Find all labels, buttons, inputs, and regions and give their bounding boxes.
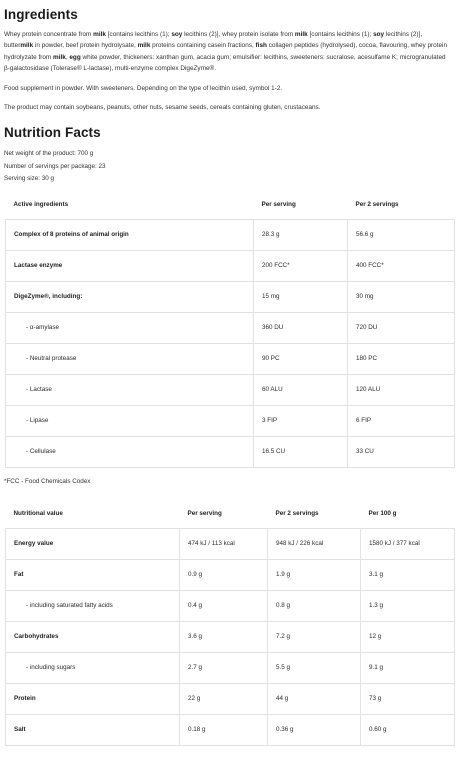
row-label: DigeZyme®, including:: [6, 281, 254, 312]
row-label: Lactase enzyme: [6, 250, 254, 281]
table-row: [6, 559, 455, 590]
allergen-highlight: milk: [294, 31, 308, 38]
ingredient-text-segment: white powder, thickeners: xanthan gum, acacia gum; emulsifier: lecithins, sweeteners: sucralose, acesulfame K; microgranulated β-galactosidase (Tolerase® L-lactase), multi-enzyme complex DigeZyme®.: [4, 53, 446, 73]
ingredient-text-segment: ,: [65, 53, 70, 61]
active-ingredients-table: [5, 190, 455, 468]
table-row: [6, 219, 455, 250]
table-row: [6, 590, 455, 621]
table-row: [6, 652, 455, 683]
row-value-v2: 56.6 g: [348, 219, 455, 250]
row-value-v1: 2.7 g: [180, 652, 268, 683]
row-value-v1: 22 g: [180, 683, 268, 714]
row-value-v2: 400 FCC*: [348, 250, 455, 281]
header-per-serving: Per serving: [254, 190, 348, 220]
row-value-v1: 200 FCC*: [254, 250, 348, 281]
row-label: - α-amylase: [6, 312, 254, 343]
row-value-v2: 30 mg: [348, 281, 455, 312]
header-per-100g: Per 100 g: [361, 499, 455, 529]
allergen-highlight: milk: [20, 42, 34, 50]
servings-per-package: Number of servings per package: 23: [4, 162, 106, 170]
ingredient-text-segment: [contains lecithins (1);: [105, 31, 172, 38]
row-value-v1: 0.18 g: [180, 714, 268, 745]
row-value-v1: 16.5 CU: [254, 436, 348, 467]
header-nutritional-value: Nutritional value: [6, 499, 180, 529]
table-row: [6, 312, 455, 343]
allergen-highlight: milk: [137, 42, 151, 50]
table-row: [6, 281, 455, 312]
row-label: Carbohydrates: [6, 621, 180, 652]
header-active-ingredients: Active ingredients: [6, 190, 254, 220]
allergen-highlight: fish: [255, 42, 267, 50]
row-value-v1: 474 kJ / 113 kcal: [180, 528, 268, 559]
row-value-v2: 120 ALU: [348, 374, 455, 405]
ingredient-text-segment: [contains lecithins (1);: [307, 31, 374, 38]
table-header-row: [6, 190, 455, 220]
row-value-v2: 7.2 g: [268, 621, 361, 652]
row-label: - Lipase: [6, 405, 254, 436]
package-info: [4, 148, 456, 186]
table-row: [6, 714, 455, 745]
row-value-v2: 6 FIP: [348, 405, 455, 436]
allergen-highlight: egg: [69, 53, 81, 61]
row-label: - Neutral protease: [6, 343, 254, 374]
ingredient-text-segment: lecithins (2)], butter: [4, 31, 423, 50]
table-header-row: [6, 499, 455, 529]
allergen-highlight: soy: [373, 31, 385, 38]
row-value-v3: 9.1 g: [361, 652, 455, 683]
table-row: [6, 683, 455, 714]
row-label: - including saturated fatty acids: [6, 590, 180, 621]
ingredient-text-segment: in powder, beef protein hydrolysate,: [33, 42, 138, 50]
row-value-v3: 1.3 g: [361, 590, 455, 621]
table-row: [6, 528, 455, 559]
row-value-v1: 15 mg: [254, 281, 348, 312]
row-label: Fat: [6, 559, 180, 590]
table-row: [6, 405, 455, 436]
row-value-v1: 360 DU: [254, 312, 348, 343]
supplement-note: Food supplement in powder. With sweeteners. Depending on the type of lecithin used, symbol 1-2.: [4, 84, 283, 92]
row-value-v2: 0.36 g: [268, 714, 361, 745]
row-value-v2: 1.9 g: [268, 559, 361, 590]
row-value-v2: 5.5 g: [268, 652, 361, 683]
row-value-v2: 44 g: [268, 683, 361, 714]
header-per-2-servings: Per 2 servings: [348, 190, 455, 220]
row-label: - including sugars: [6, 652, 180, 683]
nutrition-facts-title: Nutrition Facts: [4, 125, 101, 141]
row-value-v1: 28.3 g: [254, 219, 348, 250]
row-value-v1: 3 FIP: [254, 405, 348, 436]
net-weight: Net weight of the product: 700 g: [4, 150, 94, 158]
ingredients-title: Ingredients: [4, 7, 78, 22]
row-value-v2: 720 DU: [348, 312, 455, 343]
allergen-highlight: milk: [93, 31, 106, 38]
row-value-v1: 90 PC: [254, 343, 348, 374]
row-value-v2: 0.8 g: [268, 590, 361, 621]
row-value-v1: 0.4 g: [180, 590, 268, 621]
row-value-v1: 60 ALU: [254, 374, 348, 405]
ingredient-text-segment: collagen peptides (hydrolysed), cocoa, flavouring, whey protein hydrolyzate from: [4, 42, 448, 61]
table-row: [6, 343, 455, 374]
ingredient-text-segment: proteins containing casein fractions,: [150, 42, 256, 50]
ingredients-text: [4, 29, 452, 75]
table-row: [6, 250, 455, 281]
row-value-v3: 0.60 g: [361, 714, 455, 745]
row-label: Energy value: [6, 528, 180, 559]
table-row: [6, 621, 455, 652]
table-row: [6, 374, 455, 405]
serving-size: Serving size: 30 g: [4, 175, 55, 183]
row-value-v3: 1580 kJ / 377 kcal: [361, 528, 455, 559]
row-label: Protein: [6, 683, 180, 714]
row-value-v2: 33 CU: [348, 436, 455, 467]
row-value-v2: 180 PC: [348, 343, 455, 374]
allergen-highlight: milk: [53, 53, 66, 61]
row-label: - Cellulase: [6, 436, 254, 467]
allergen-highlight: soy: [171, 31, 183, 38]
header-per-serving: Per serving: [180, 499, 268, 529]
row-value-v3: 12 g: [361, 621, 455, 652]
allergen-note: The product may contain soybeans, peanuts, other nuts, sesame seeds, cereals containing gluten, crustaceans.: [4, 104, 321, 112]
row-value-v3: 73 g: [361, 683, 455, 714]
fcc-footnote: *FCC - Food Chemicals Codex: [4, 477, 91, 485]
ingredient-text-segment: lecithins (2)], whey protein isolate from: [182, 31, 295, 38]
row-value-v3: 3.1 g: [361, 559, 455, 590]
row-label: Salt: [6, 714, 180, 745]
row-value-v1: 3.6 g: [180, 621, 268, 652]
ingredient-text-segment: Whey protein concentrate from: [4, 31, 94, 38]
header-per-2-servings: Per 2 servings: [268, 499, 361, 529]
row-label: - Lactase: [6, 374, 254, 405]
table-row: [6, 436, 455, 467]
row-label: Complex of 8 proteins of animal origin: [6, 219, 254, 250]
row-value-v2: 948 kJ / 226 kcal: [268, 528, 361, 559]
nutritional-value-table: [5, 499, 455, 746]
row-value-v1: 0.9 g: [180, 559, 268, 590]
